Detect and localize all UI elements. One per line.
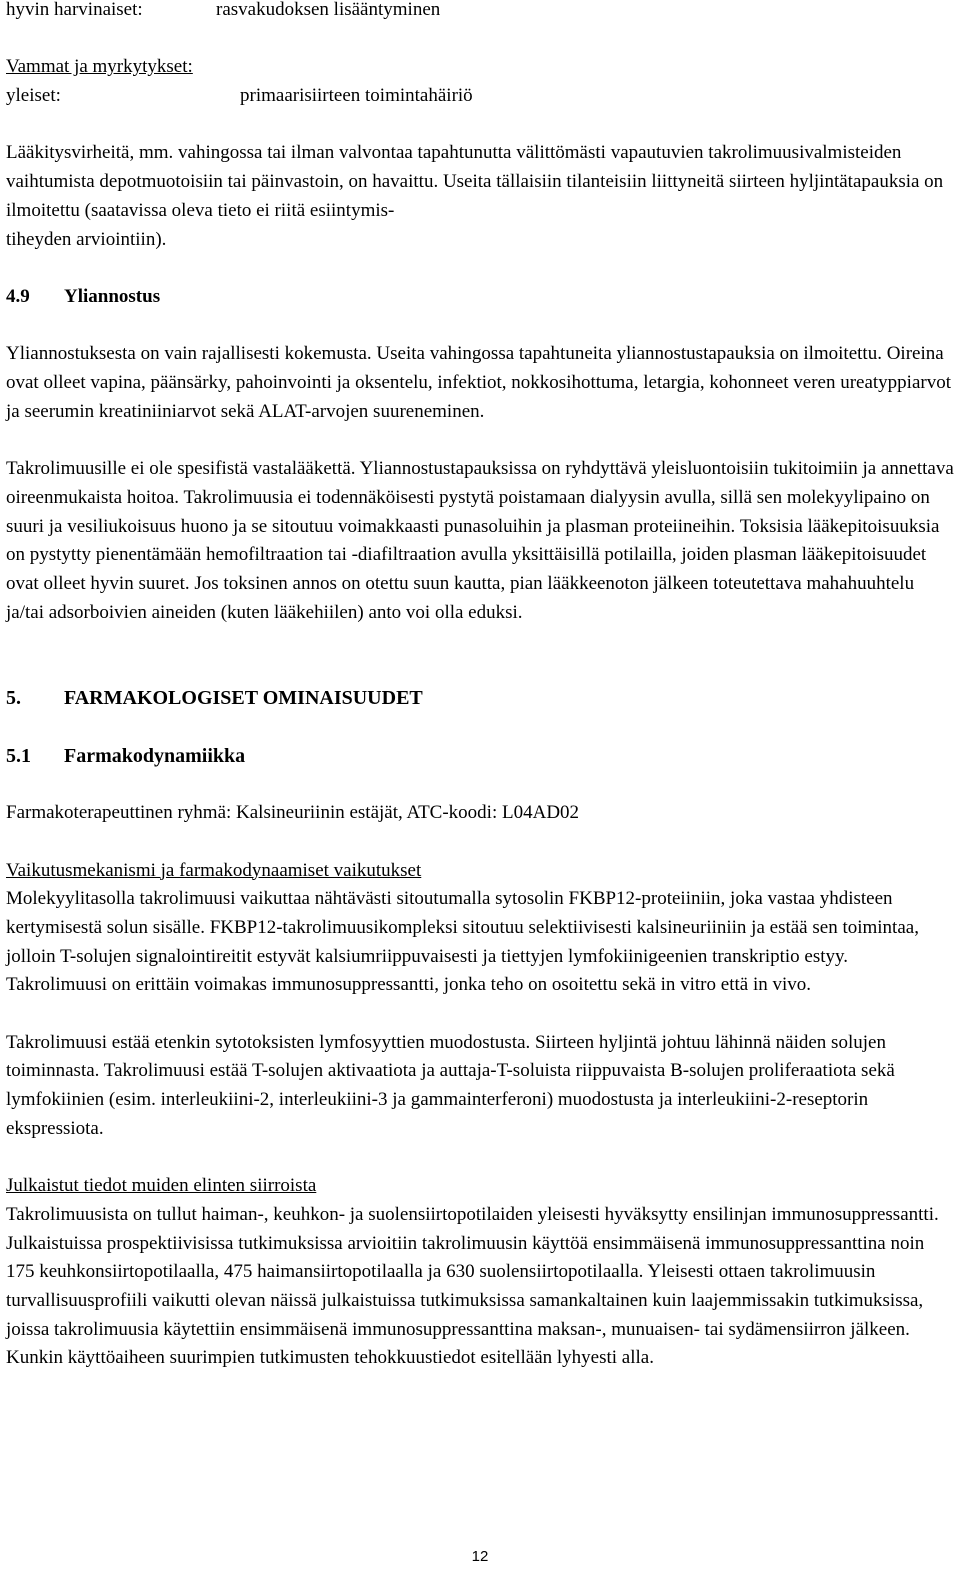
page-number: 12	[471, 1548, 489, 1565]
section-number: 5.	[6, 687, 21, 710]
frequency-label: hyvin harvinaiset:	[6, 0, 143, 20]
section-heading-overdose	[6, 283, 956, 312]
published-data-paragraph: Takrolimuusista on tullut haiman-, keuhkon- ja suolensiirtopotilaiden yleisesti hyväksytty ensilinjan immunosuppressantti. Julkaistuissa prospektiivisissa tutkimuksissa arvioitiin takrolimuusin käyttöä ensimmäisenä immunosuppressanttina noin 175 keuhkonsiirtopotilaalla, 475 haimansiirtopotilaalla ja 630 suolensiirtopotilaalla. Yleisesti ottaen takrolimuusin turvallisuusprofiili vaikutti olevan näissä julkaistuissa tutkimuksissa samankaltainen kuin laajemmissakin tutkimuksissa, joissa takrolimuusia käytettiin ensimmäisenä immunosuppressanttina maksan-, munuaisen- tai sydämensiirron jälkeen. Kunkin käyttöaiheen suurimpien tutkimusten tehokkuustiedot esitellään lyhyesti alla.	[6, 1203, 939, 1369]
therapeutic-group: Farmakoterapeuttinen ryhmä: Kalsineuriinin estäjät, ATC-koodi: L04AD02	[6, 802, 580, 824]
medication-errors-text: Lääkitysvirheitä, mm. vahingossa tai ilman valvontaa tapahtunutta välittömästi vapautuvien takrolimuusivalmisteiden vaihtumista depotmuotoisiin tai päinvastoin, on havaittu. Useita tällaisiin tilanteisiin liittyneitä siirteen hyljintätapauksia on ilmoitettu (saatavissa oleva tieto ei riitä esiintymis-	[6, 142, 944, 221]
section-number: 4.9	[6, 285, 30, 307]
side-effect-value: rasvakudoksen lisääntyminen	[216, 0, 441, 20]
overdose-paragraph-2: Takrolimuusille ei ole spesifistä vastalääkettä. Yliannostustapauksissa on ryhdyttävä yleisluontoisiin tukitoimiin ja annettava oireenmukaista hoitoa. Takrolimuusia ei todennäköisesti pystytä poistamaan dialyysin avulla, sillä sen molekyylipaino on suuri ja vesiliukoisuus huono ja se sitoutuu voimakkaasti punasoluihin ja plasman proteiineihin. Toksisia lääkepitoisuuksia on pystytty pienentämään hemofiltraation tai -diafiltraation avulla yksittäisillä potilailla, joiden plasman lääkepitoisuudet ovat olleet hyvin suuret. Jos toksinen annos on otettu suun kautta, pian lääkkeenoton jälkeen toteutettava mahahuuhtelu ja/tai adsorboivien aineiden (kuten lääkehiilen) anto voi olla eduksi.	[6, 458, 954, 623]
injury-heading: Vammat ja myrkytykset:	[6, 56, 193, 78]
section-title: FARMAKOLOGISET OMINAISUUDET	[64, 687, 423, 710]
side-effect-row-rare	[6, 0, 956, 25]
frequency-label: yleiset:	[6, 85, 61, 107]
side-effect-value: primaarisiirteen toimintahäiriö	[240, 85, 473, 107]
section-number: 5.1	[6, 744, 31, 767]
published-data-heading: Julkaistut tiedot muiden elinten siirroista	[6, 1175, 317, 1197]
potency-paragraph: Takrolimuusi on erittäin voimakas immunosuppressantti, jonka teho on osoitettu sekä in vitro että in vivo.	[6, 974, 811, 996]
side-effect-row-common	[6, 82, 956, 111]
section-heading-pharmacology	[6, 684, 956, 713]
mechanism-paragraph: Molekyylitasolla takrolimuusi vaikuttaa nähtävästi sitoutumalla sytosolin FKBP12-proteiiniin, joka vastaa yhdisteen kertymisestä solun sisälle. FKBP12-takrolimuusikompleksi sitoutuu selektiivisesti kalsineuriiniin ja estää sen toimintaa, jolloin T-solujen signalointireitit estyvät kalsiumriippuvaisesti ja tiettyjen lymfokiinigeenien transkriptio estyy.	[6, 888, 919, 967]
mechanism-heading: Vaikutusmekanismi ja farmakodynaamiset vaikutukset	[6, 859, 422, 881]
overdose-paragraph-1: Yliannostuksesta on vain rajallisesti kokemusta. Useita vahingossa tapahtuneita yliannostustapauksia on ilmoitettu. Oireina ovat olleet vapina, päänsärky, pahoinvointi ja oksentelu, infektiot, nokkosihottuma, letargia, kohonneet veren ureatyppiarvot ja seerumin kreatiniiniarvot sekä ALAT-arvojen suureneminen.	[6, 343, 951, 422]
document-page	[6, 0, 956, 1373]
inhibition-paragraph: Takrolimuusi estää etenkin sytotoksisten lymfosyyttien muodostusta. Siirteen hyljintä johtuu lähinnä näiden solujen toiminnasta. Takrolimuusi estää T-solujen aktivaatiota ja auttaja-T-soluista riippuvaista B-solujen proliferaatiota sekä lymfokiinien (esim. interleukiini-2, interleukiini-3 ja gammainterferoni) muodostusta ja interleukiini-2-reseptorin ekspressiota.	[6, 1031, 895, 1139]
section-heading-pharmacodynamics	[6, 742, 956, 771]
section-title: Yliannostus	[64, 285, 161, 307]
section-title: Farmakodynamiikka	[64, 744, 246, 767]
medication-errors-text-end: tiheyden arviointiin).	[6, 228, 167, 250]
medication-errors-paragraph	[6, 139, 956, 254]
